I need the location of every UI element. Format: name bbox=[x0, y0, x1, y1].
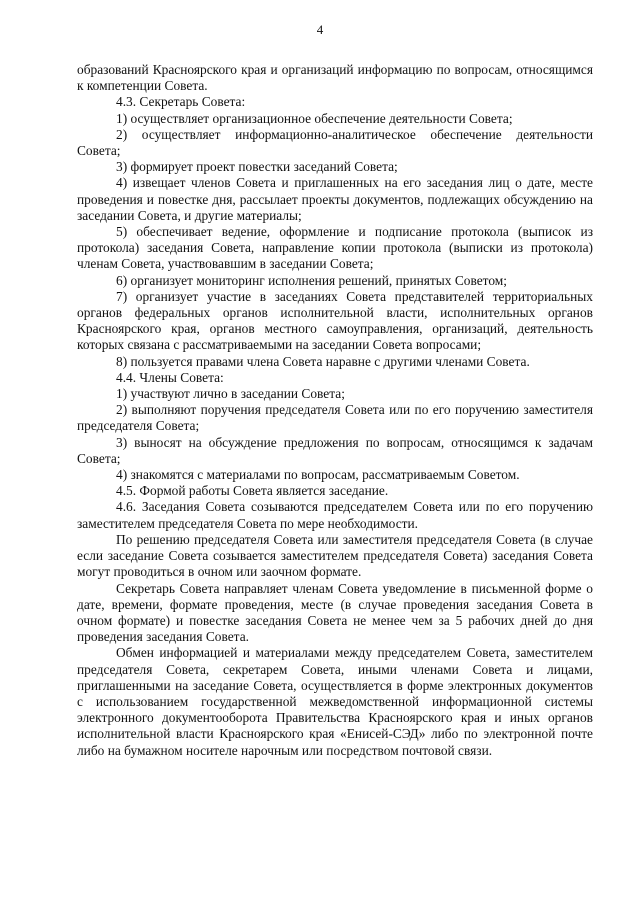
list-item: 2) выполняют поручения председателя Совета или по его поручению заместителя председателя Совета; bbox=[77, 402, 593, 434]
list-item: 1) участвуют лично в заседании Совета; bbox=[116, 386, 345, 402]
list-item: 7) организует участие в заседаниях Совета представителей территориальных органов федеральных органов исполнительной власти, исполнительных органов Красноярского края, органов местного самоуправления, организаций, деятельность которых связана с рассматриваемыми на заседании Совета вопросами; bbox=[77, 288, 593, 353]
list-item: 2) осуществляет информационно-аналитическое обеспечение деятельности Совета; bbox=[77, 126, 593, 159]
paragraph: образований Красноярского края и организаций информацию по вопросам, относящимся к компетенции Совета. bbox=[77, 62, 593, 94]
list-item: 3) выносят на обсуждение предложения по вопросам, относящимся к задачам Совета; bbox=[77, 434, 593, 466]
list-item: 1) осуществляет организационное обеспечение деятельности Совета; bbox=[116, 110, 513, 126]
paragraph: Секретарь Совета направляет членам Совета уведомление в письменной форме о дате, времени, формате проведения, месте (в случае проведения заседания Совета в очном формате) и повестке заседания Совета не менее чем за 5 рабочих дней до дня проведения заседания Совета. bbox=[77, 580, 593, 645]
list-item: 6) организует мониторинг исполнения решений, принятых Советом; bbox=[116, 272, 507, 288]
list-item: 5) обеспечивает ведение, оформление и подписание протокола (выписок из протокола) заседания Совета, направление копии протокола (выписки из протокола) членам Совета, участвовавшим в заседании Совета; bbox=[77, 224, 593, 272]
section-heading-4-3: 4.3. Секретарь Совета: bbox=[116, 94, 246, 110]
paragraph: По решению председателя Совета или заместителя председателя Совета (в случае если заседание Совета созывается заместителем председателя Совета) заседания Совета могут проводиться в очном или заочном формате. bbox=[77, 531, 593, 580]
section-4-6: 4.6. Заседания Совета созываются председателем Совета или по его поручению заместителем председателя Совета по мере необходимости. bbox=[77, 499, 593, 531]
page-number: 4 bbox=[316, 22, 324, 37]
list-item: 4) знакомятся с материалами по вопросам, рассматриваемым Советом. bbox=[116, 467, 520, 483]
section-4-5: 4.5. Формой работы Совета является заседание. bbox=[116, 483, 389, 499]
list-item: 4) извещает членов Совета и приглашенных на его заседания лиц о дате, месте проведения и повестке дня, рассылает проекты документов, подлежащих обсуждению на заседании Совета, и другие материалы; bbox=[77, 175, 593, 223]
paragraph: Обмен информацией и материалами между председателем Совета, заместителем председателя Совета, секретарем Совета, иными членами Совета и лицами, приглашенными на заседание Совета, осуществляется в форме электронных документов с использованием государственной межведомственной информационной системы электронного документооборота Правительства Красноярского края и иных органов исполнительной власти Красноярского края «Енисей-СЭД» либо по электронной почте либо на бумажном носителе нарочным или посредством почтовой связи. bbox=[77, 645, 593, 758]
document-body bbox=[77, 62, 593, 759]
list-item: 3) формирует проект повестки заседаний Совета; bbox=[116, 159, 398, 175]
section-heading-4-4: 4.4. Члены Совета: bbox=[116, 369, 224, 385]
list-item: 8) пользуется правами члена Совета наравне с другими членами Совета. bbox=[116, 353, 530, 369]
